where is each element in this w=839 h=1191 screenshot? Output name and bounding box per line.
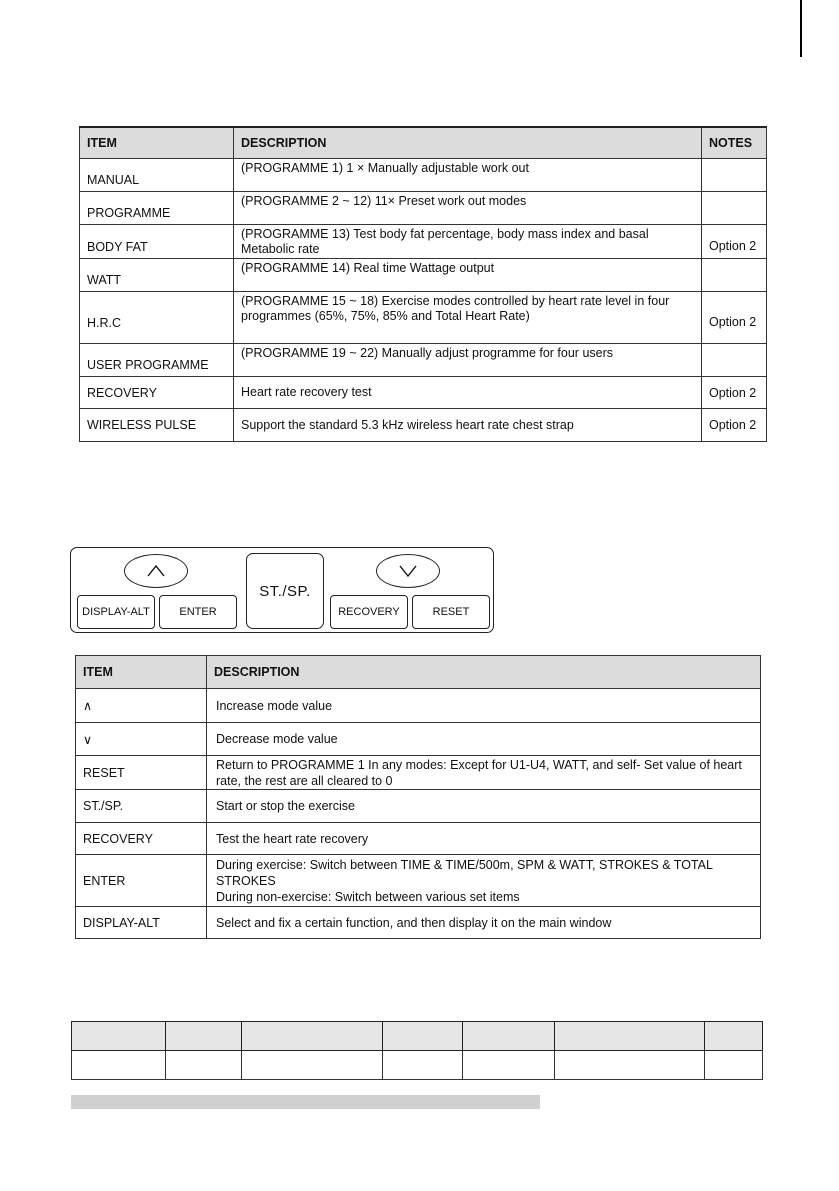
chevron-down-icon xyxy=(399,565,417,577)
row-description: Start or stop the exercise xyxy=(207,790,761,823)
row-description: Increase mode value xyxy=(207,689,761,723)
row-item: WATT xyxy=(80,259,234,292)
row-item: ∧ xyxy=(76,689,207,723)
header-item: ITEM xyxy=(80,127,234,159)
row-description: Support the standard 5.3 kHz wireless heart rate chest strap xyxy=(234,409,702,442)
table-row xyxy=(76,756,761,790)
table-row xyxy=(76,790,761,823)
header-notes: NOTES xyxy=(702,127,767,159)
table-row xyxy=(80,292,767,344)
empty-table-header xyxy=(72,1022,763,1051)
empty-cell xyxy=(554,1051,705,1080)
table-row xyxy=(76,855,761,907)
empty-cell xyxy=(242,1022,383,1051)
programme-table xyxy=(79,126,767,442)
empty-cell xyxy=(165,1022,242,1051)
row-notes xyxy=(702,259,767,292)
row-description: Heart rate recovery test xyxy=(234,377,702,409)
empty-cell xyxy=(554,1022,705,1051)
row-item: RECOVERY xyxy=(80,377,234,409)
key-table-header xyxy=(76,656,761,689)
row-notes: Option 2 xyxy=(702,377,767,409)
row-item: RESET xyxy=(76,756,207,790)
table-row xyxy=(80,377,767,409)
table-row xyxy=(80,259,767,292)
recovery-button[interactable]: RECOVERY xyxy=(330,595,408,629)
table-row xyxy=(80,344,767,377)
chevron-up-icon xyxy=(147,565,165,577)
console-panel xyxy=(70,547,494,633)
row-item: WIRELESS PULSE xyxy=(80,409,234,442)
header-item: ITEM xyxy=(76,656,207,689)
empty-table-row xyxy=(72,1051,763,1080)
display-alt-button[interactable]: DISPLAY-ALT xyxy=(77,595,155,629)
enter-button[interactable]: ENTER xyxy=(159,595,237,629)
row-item: ∨ xyxy=(76,723,207,756)
row-notes xyxy=(702,192,767,225)
empty-cell xyxy=(383,1051,463,1080)
row-notes: Option 2 xyxy=(702,292,767,344)
row-item: RECOVERY xyxy=(76,823,207,855)
row-item: ENTER xyxy=(76,855,207,907)
row-item: DISPLAY-ALT xyxy=(76,907,207,939)
empty-cell xyxy=(705,1022,763,1051)
empty-cell xyxy=(705,1051,763,1080)
table-row xyxy=(76,689,761,723)
empty-cell xyxy=(242,1051,383,1080)
row-item: USER PROGRAMME xyxy=(80,344,234,377)
row-notes xyxy=(702,159,767,192)
row-description: (PROGRAMME 2 ~ 12) 11× Preset work out modes xyxy=(234,192,702,225)
row-description xyxy=(207,855,761,907)
row-notes: Option 2 xyxy=(702,225,767,259)
start-stop-button[interactable]: ST./SP. xyxy=(246,553,324,629)
page-corner-mark xyxy=(800,0,802,57)
row-description: Decrease mode value xyxy=(207,723,761,756)
up-button[interactable] xyxy=(124,554,188,588)
redacted-bar xyxy=(71,1095,540,1109)
programme-table-header xyxy=(80,127,767,159)
empty-spec-table xyxy=(71,1021,763,1080)
table-row xyxy=(80,192,767,225)
row-item: ST./SP. xyxy=(76,790,207,823)
table-row xyxy=(80,409,767,442)
header-description: DESCRIPTION xyxy=(207,656,761,689)
reset-button[interactable]: RESET xyxy=(412,595,490,629)
row-item: MANUAL xyxy=(80,159,234,192)
table-row xyxy=(80,225,767,259)
empty-cell xyxy=(383,1022,463,1051)
row-description: Return to PROGRAMME 1 In any modes: Except for U1-U4, WATT, and self- Set value of heart rate, the rest are all cleared to 0 xyxy=(207,756,761,790)
row-item: BODY FAT xyxy=(80,225,234,259)
row-description-line: During exercise: Switch between TIME & TIME/500m, SPM & WATT, STROKES & TOTAL STROKES xyxy=(216,857,713,888)
table-row xyxy=(76,907,761,939)
empty-cell xyxy=(462,1051,554,1080)
row-description: (PROGRAMME 14) Real time Wattage output xyxy=(234,259,702,292)
empty-cell xyxy=(72,1051,166,1080)
empty-cell xyxy=(462,1022,554,1051)
row-description: (PROGRAMME 15 ~ 18) Exercise modes controlled by heart rate level in four programmes (65%, 75%, 85% and Total Heart Rate) xyxy=(234,292,702,344)
table-row xyxy=(80,159,767,192)
row-description: Test the heart rate recovery xyxy=(207,823,761,855)
row-notes: Option 2 xyxy=(702,409,767,442)
table-row xyxy=(76,823,761,855)
key-function-table xyxy=(75,655,761,939)
empty-cell xyxy=(72,1022,166,1051)
header-description: DESCRIPTION xyxy=(234,127,702,159)
down-button[interactable] xyxy=(376,554,440,588)
row-item: H.R.C xyxy=(80,292,234,344)
row-description-line: During non-exercise: Switch between various set items xyxy=(216,889,520,904)
empty-cell xyxy=(165,1051,242,1080)
row-description: (PROGRAMME 1) 1 × Manually adjustable work out xyxy=(234,159,702,192)
table-row xyxy=(76,723,761,756)
row-notes xyxy=(702,344,767,377)
row-description: Select and fix a certain function, and then display it on the main window xyxy=(207,907,761,939)
row-description: (PROGRAMME 13) Test body fat percentage, body mass index and basal Metabolic rate xyxy=(234,225,702,259)
row-item: PROGRAMME xyxy=(80,192,234,225)
row-description: (PROGRAMME 19 ~ 22) Manually adjust programme for four users xyxy=(234,344,702,377)
